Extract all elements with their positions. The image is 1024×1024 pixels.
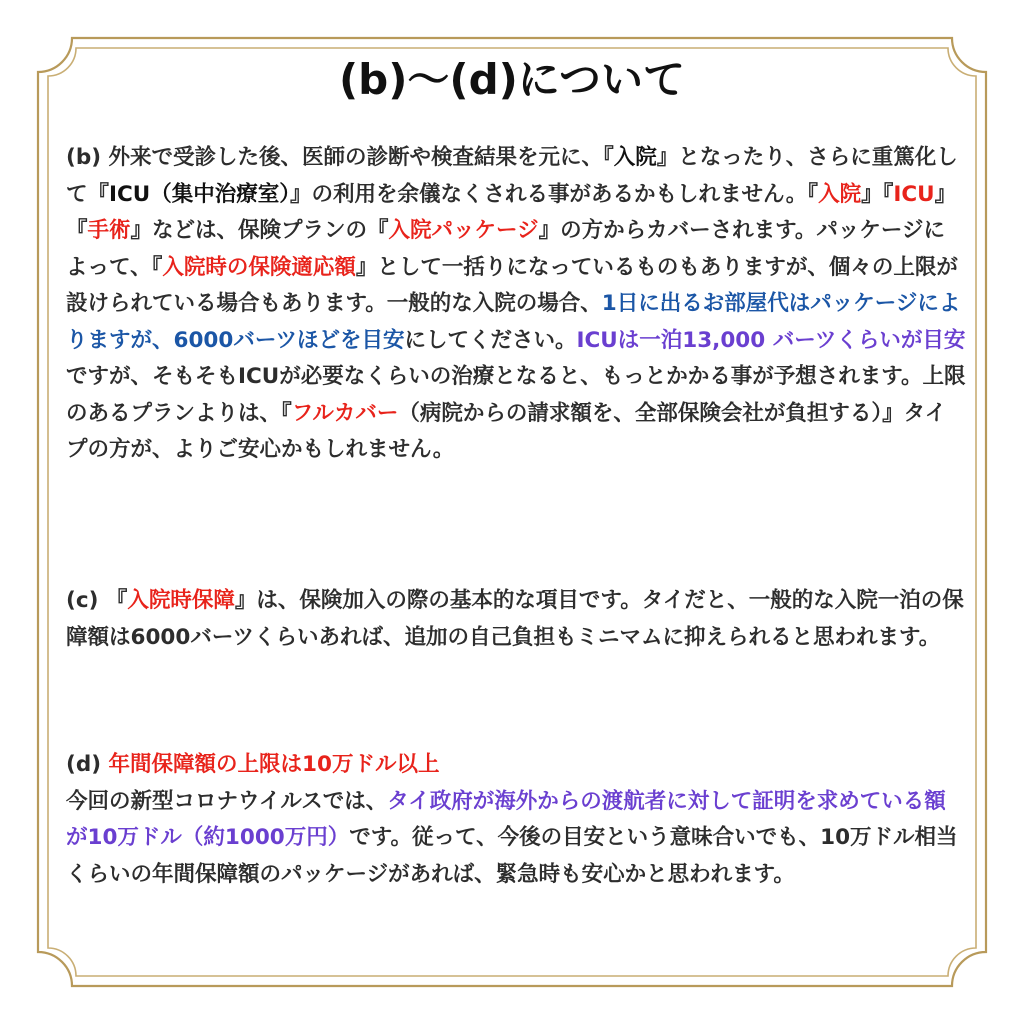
section-d-text-segment: タイ政府が海外からの渡航者に対して証明を求めている額が10万ドル（約1000万円） [66, 788, 946, 850]
section-d-text-segment: (d) [66, 752, 109, 777]
section-b-text-segment: 』の方からカバーされます。パッケージによって、『 [66, 218, 945, 280]
section-b-text-segment: 』となったり、さらに重篤化して『 [66, 145, 958, 207]
section-b-text-segment: にしてください。 [404, 327, 577, 353]
section-b-text-segment: (b) 外来で受診した後、医師の診断や検査結果を元に、『 [66, 145, 614, 170]
section-b-text-segment: 入院パッケージ [388, 218, 539, 243]
page-title: (b)〜(d)について [338, 55, 686, 104]
section-b-text-segment: 』の利用を余儀なくされる事があるかもしれません。『 [290, 181, 819, 207]
section-b-text-segment: 』『 [66, 181, 957, 243]
section-b-text-segment: ICU [893, 181, 935, 207]
section-b-text-segment: 手術 [87, 218, 131, 243]
section-b-text-segment: 』などは、保険プランの『 [130, 218, 389, 243]
section-b-text-segment: ICU（集中治療室） [109, 181, 291, 207]
section-c-text-segment: 』は、保険加入の際の基本的な項目です。タイだと、一般的な入院一泊の保障額は6000バーツくらいあれば、追加の自己負担もミニマムに抑えられると思われます。 [66, 588, 964, 650]
section-b-text-segment: 入院 [818, 181, 862, 207]
section-b-text-segment: ですが、そもそもICUが必要なくらいの治療となると、もっとかかる事が予想されます。上限のあるプランよりは、『 [66, 364, 966, 426]
section-d-text-segment: 年間保障額の上限は10万ドル以上 [108, 752, 440, 777]
section-c-text-segment: 入院時保障 [127, 588, 235, 613]
section-b-text-segment: （病院からの請求額を、全部保険会社が負担する）』タイプの方が、よりご安心かもしれません。 [66, 400, 947, 462]
section-d-paragraph [66, 747, 966, 893]
section-d-text-segment: です。従って、今後の目安という意味合いでも、10万ドル相当くらいの年間保障額のパッケージがあれば、緊急時も安心かと思われます。 [66, 825, 958, 887]
section-d-text-segment: 今回の新型コロナウイルスでは、 [66, 788, 388, 814]
section-c-paragraph [66, 583, 966, 656]
section-c-text-segment: (c) 『 [66, 588, 128, 613]
section-b-text-segment: 入院時の保険適応額 [162, 254, 356, 280]
section-b-paragraph [66, 140, 966, 469]
section-b-text-segment: 』『 [861, 181, 894, 207]
section-b-text-segment: フルカバー [291, 400, 399, 426]
section-b-text-segment: ICUは一泊13,000 バーツくらいが目安 [576, 327, 966, 353]
section-b-text-segment: 入院 [613, 145, 657, 170]
section-b-text-segment: 1日に出るお部屋代はパッケージによりますが、6000バーツほどを目安 [66, 291, 961, 353]
section-b-text-segment: 』として一括りになっているものもありますが、個々の上限が設けられている場合もあります。一般的な入院の場合、 [66, 254, 958, 316]
